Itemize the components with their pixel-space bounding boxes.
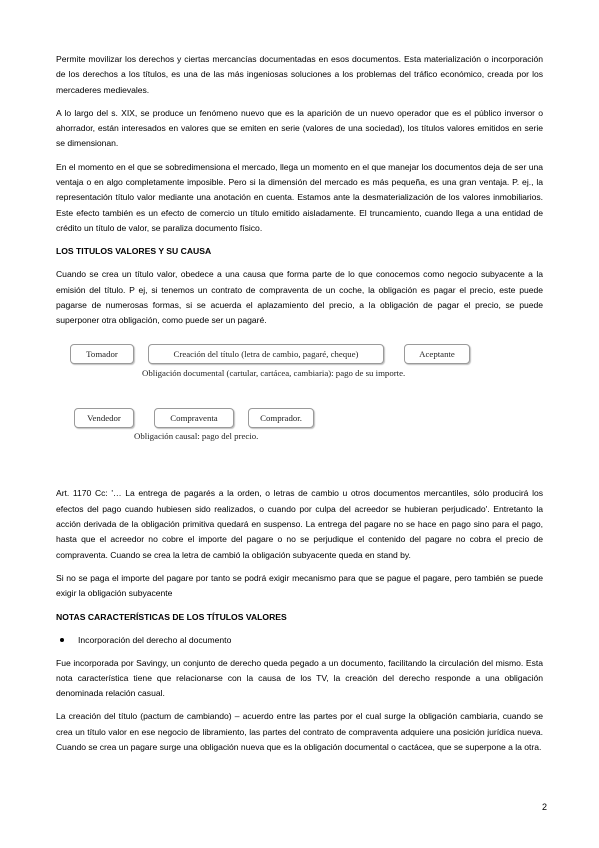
diagram-box-tomador: Tomador [70,344,134,364]
paragraph: Art. 1170 Cc: '… La entrega de pagarés a la orden, o letras de cambio u otros documentos mercantiles, sólo producirá los efectos del pago cuando hubiesen sido realizados, o cuando por culpa del acreedor se hubieran perjudicado'. Entretanto la acción derivada de la obligación primitiva quedará en suspenso. La entrega del pagare no se hace en pago sino para el pago, hasta que el acreedor no cobre el importe del pagare o no se perjudique el contenido del pagare no cobra el precio de compraventa. Cuando se crea la letra de cambió la obligación subyacente queda en stand by. [56,488,543,560]
document-page [56,52,543,763]
paragraph: Si no se paga el importe del pagare por tanto se podrá exigir mecanismo para que se pague el pagare, pero también se puede exigir la obligación subyacente [56,572,543,599]
paragraph: A lo largo del s. XIX, se produce un fenómeno nuevo que es la aparición de un nuevo operador que es el público inversor o ahorrador, están interesados en valores que se emiten en serie (valores de una sociedad), los títulos valores emitidos en serie se dimensionan. [56,107,543,149]
causa-diagram [56,338,543,478]
bullet-text: Incorporación del derecho al documento [78,634,232,645]
diagram-box-comprador: Comprador. [248,408,314,428]
paragraph: En el momento en el que se sobredimensiona el mercado, llega un momento en el que manejar los documentos deja de ser una ventaja o en algo completamente imposible. Pero si la dimensión del mercado es más pequeña, es una gran ventaja. P. ej., la representación título valor mediante una anotación en cuenta. Estamos ante la desmaterialización de los valores inmobiliarios. Este efecto también es un efecto de comercio un título emitido aisladamente. El truncamiento, cuando llega a una entidad de crédito un título de valor, se paraliza documento físico. [56,161,543,233]
diagram-caption-documental: Obligación documental (cartular, cartácea, cambiaria): pago de su importe. [142,368,406,379]
paragraph: Permite movilizar los derechos y ciertas mercancías documentadas en esos documentos. Esta materialización o incorporación de los derechos a los títulos, es una de las más ingeniosas soluciones a los problemas del tráfico económico, creada por los mercaderes medievales. [56,54,543,95]
paragraph: Fue incorporada por Savingy, un conjunto de derecho queda pegado a un documento, facilitando la circulación del mismo. Esta nota característica tiene que relacionarse con la causa de los TV, la creación del derecho responde a una obligación denominada relación casual. [56,657,543,699]
diagram-box-aceptante: Aceptante [404,344,470,364]
diagram-box-vendedor: Vendedor [74,408,134,428]
bullet-item [56,633,543,648]
diagram-caption-causal: Obligación causal: pago del precio. [134,431,259,442]
section-heading: LOS TITULOS VALORES Y SU CAUSA [56,246,212,257]
diagram-box-creacion-titulo: Creación del título (letra de cambio, pagaré, cheque) [148,344,384,364]
page-number: 2 [541,802,547,812]
diagram-box-compraventa: Compraventa [154,408,234,428]
paragraph: Cuando se crea un título valor, obedece a una causa que forma parte de lo que conocemos como negocio subyacente a la emisión del título. P ej, si tenemos un contrato de compraventa de un coche, la obligación es pagar el precio, este puede pagarse de numerosas formas, si se acuerda el aplazamiento del precio, a la obligación de pagar el precio, se puede superponer otra obligación, como puede ser un pagaré. [56,269,543,326]
bullet-dot-icon [60,638,64,642]
paragraph: La creación del título (pactum de cambiando) – acuerdo entre las partes por el cual surge la obligación cambiaria, cuando se crea un título valor en ese negocio de libramiento, las partes del contrato de compraventa adquiere una posición jurídica nueva. Cuando se crea un pagare surge una obligación nueva que es la obligación documental o cactácea, que se superpone a la otra. [56,711,543,753]
section-heading: NOTAS CARACTERÍSTICAS DE LOS TÍTULOS VALORES [56,611,287,622]
